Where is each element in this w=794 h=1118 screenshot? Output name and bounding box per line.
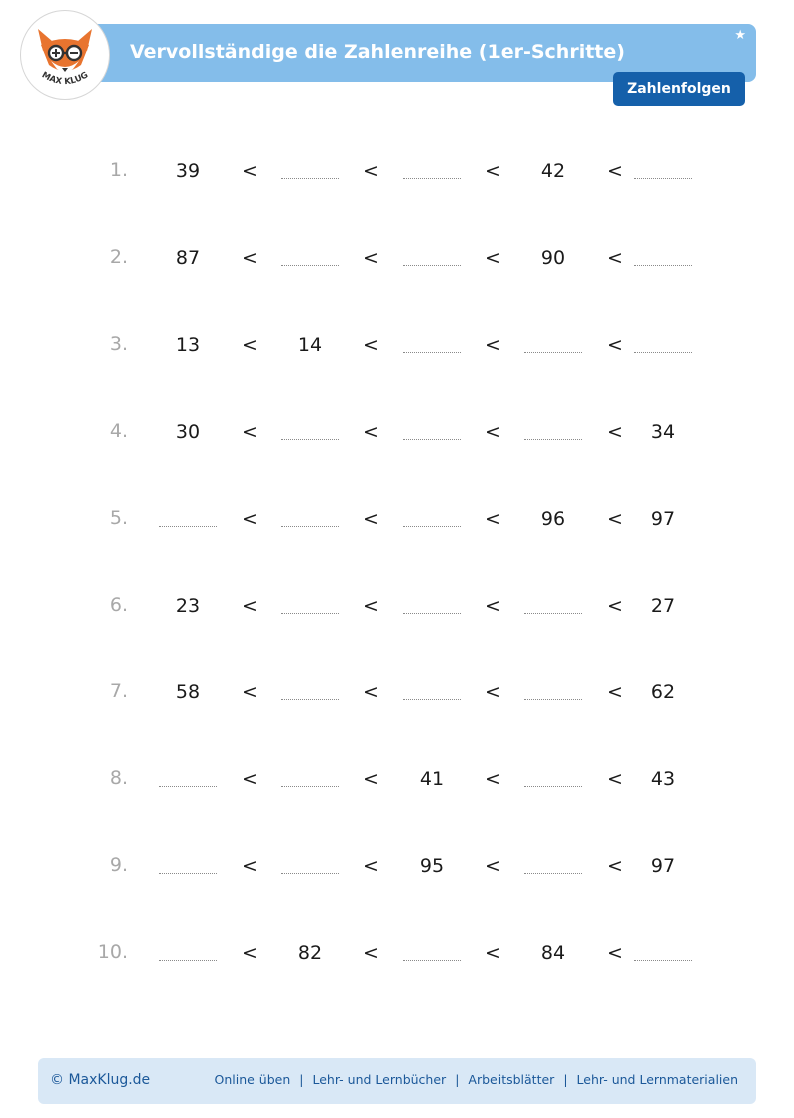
less-than-sign: <: [242, 420, 258, 443]
less-than-sign: <: [607, 768, 623, 791]
less-than-sign: <: [485, 594, 501, 617]
given-number: 95: [419, 855, 445, 878]
answer-blank[interactable]: [281, 613, 339, 614]
fox-logo-icon: [21, 11, 109, 99]
less-than-sign: <: [485, 507, 501, 530]
less-than-sign: <: [607, 420, 623, 443]
less-than-sign: <: [485, 160, 501, 182]
answer-blank[interactable]: [403, 178, 461, 179]
less-than-sign: <: [607, 942, 623, 965]
answer-blank[interactable]: [281, 699, 339, 700]
less-than-sign: <: [242, 942, 258, 965]
footer-links: [215, 1072, 739, 1087]
less-than-sign: <: [485, 333, 501, 356]
given-number: 13: [175, 333, 201, 356]
less-than-sign: <: [363, 420, 379, 443]
less-than-sign: <: [363, 333, 379, 356]
answer-blank[interactable]: [281, 178, 339, 179]
exercise-number: 6.: [109, 593, 128, 616]
less-than-sign: <: [242, 681, 258, 704]
topic-tag-button[interactable]: Zahlenfolgen: [613, 72, 745, 106]
svg-text:MAX KLUG: [40, 70, 90, 87]
footer-link-books[interactable]: Lehr- und Lernbücher: [312, 1072, 447, 1087]
less-than-sign: <: [485, 942, 501, 965]
exercise-row: [0, 933, 794, 973]
less-than-sign: <: [242, 768, 258, 791]
less-than-sign: <: [363, 681, 379, 704]
less-than-sign: <: [607, 594, 623, 617]
answer-blank[interactable]: [524, 786, 582, 787]
answer-blank[interactable]: [634, 960, 692, 961]
given-number: 96: [540, 507, 566, 530]
exercise-row: [0, 412, 794, 452]
given-number: 39: [175, 160, 201, 182]
less-than-sign: <: [242, 246, 258, 269]
exercise-number: 2.: [109, 245, 128, 268]
answer-blank[interactable]: [403, 960, 461, 961]
exercise-number: 9.: [109, 854, 128, 877]
footer-brand[interactable]: © MaxKlug.de: [50, 1072, 151, 1088]
footer-bar: [38, 1058, 756, 1104]
given-number: 62: [650, 681, 676, 704]
answer-blank[interactable]: [524, 352, 582, 353]
logo-text: MAX KLUG: [39, 70, 91, 88]
footer-separator: |: [299, 1072, 304, 1087]
footer-separator: |: [455, 1072, 460, 1087]
exercise-number: 4.: [109, 419, 128, 442]
star-icon: ★: [734, 28, 746, 43]
exercise-row: [0, 846, 794, 886]
maxklug-logo: [20, 10, 110, 100]
given-number: 87: [175, 246, 201, 269]
answer-blank[interactable]: [634, 265, 692, 266]
exercise-number: 1.: [109, 159, 128, 181]
exercise-number: 5.: [109, 506, 128, 529]
answer-blank[interactable]: [524, 613, 582, 614]
answer-blank[interactable]: [403, 699, 461, 700]
less-than-sign: <: [607, 681, 623, 704]
answer-blank[interactable]: [634, 352, 692, 353]
less-than-sign: <: [485, 681, 501, 704]
exercise-row: [0, 325, 794, 365]
answer-blank[interactable]: [403, 352, 461, 353]
exercise-number: 3.: [109, 332, 128, 355]
given-number: 30: [175, 420, 201, 443]
less-than-sign: <: [607, 855, 623, 878]
answer-blank[interactable]: [403, 439, 461, 440]
answer-blank[interactable]: [159, 960, 217, 961]
answer-blank[interactable]: [281, 786, 339, 787]
less-than-sign: <: [607, 507, 623, 530]
given-number: 97: [650, 855, 676, 878]
less-than-sign: <: [242, 160, 258, 182]
less-than-sign: <: [363, 594, 379, 617]
less-than-sign: <: [242, 333, 258, 356]
exercise-row: [0, 672, 794, 712]
answer-blank[interactable]: [524, 439, 582, 440]
less-than-sign: <: [363, 942, 379, 965]
given-number: 42: [540, 160, 566, 182]
footer-link-worksheets[interactable]: Arbeitsblätter: [468, 1072, 555, 1087]
less-than-sign: <: [242, 507, 258, 530]
given-number: 27: [650, 594, 676, 617]
given-number: 23: [175, 594, 201, 617]
given-number: 41: [419, 768, 445, 791]
answer-blank[interactable]: [159, 526, 217, 527]
answer-blank[interactable]: [403, 526, 461, 527]
answer-blank[interactable]: [159, 873, 217, 874]
given-number: 84: [540, 942, 566, 965]
exercise-row: [0, 759, 794, 799]
exercise-number: 7.: [109, 680, 128, 703]
footer-separator: |: [563, 1072, 568, 1087]
exercise-number: 8.: [109, 767, 128, 790]
given-number: 97: [650, 507, 676, 530]
given-number: 90: [540, 246, 566, 269]
footer-link-materials[interactable]: Lehr- und Lernmaterialien: [576, 1072, 738, 1087]
less-than-sign: <: [607, 160, 623, 182]
less-than-sign: <: [363, 768, 379, 791]
less-than-sign: <: [242, 855, 258, 878]
less-than-sign: <: [242, 594, 258, 617]
answer-blank[interactable]: [159, 786, 217, 787]
answer-blank[interactable]: [403, 613, 461, 614]
exercise-row: [0, 238, 794, 278]
exercise-number: 10.: [97, 941, 128, 964]
exercise-row: [0, 499, 794, 539]
given-number: 43: [650, 768, 676, 791]
less-than-sign: <: [485, 768, 501, 791]
answer-blank[interactable]: [634, 178, 692, 179]
exercise-row: [0, 151, 794, 191]
less-than-sign: <: [363, 160, 379, 182]
less-than-sign: <: [363, 855, 379, 878]
answer-blank[interactable]: [524, 873, 582, 874]
answer-blank[interactable]: [281, 439, 339, 440]
less-than-sign: <: [485, 855, 501, 878]
less-than-sign: <: [607, 246, 623, 269]
given-number: 14: [297, 333, 323, 356]
page-title: Vervollständige die Zahlenreihe (1er-Schritte): [130, 41, 625, 63]
given-number: 82: [297, 942, 323, 965]
answer-blank[interactable]: [403, 265, 461, 266]
exercise-row: [0, 586, 794, 626]
answer-blank[interactable]: [281, 265, 339, 266]
less-than-sign: <: [485, 246, 501, 269]
answer-blank[interactable]: [281, 873, 339, 874]
less-than-sign: <: [363, 246, 379, 269]
given-number: 58: [175, 681, 201, 704]
footer-link-online[interactable]: Online üben: [214, 1072, 291, 1087]
answer-blank[interactable]: [281, 526, 339, 527]
less-than-sign: <: [607, 333, 623, 356]
given-number: 34: [650, 420, 676, 443]
less-than-sign: <: [485, 420, 501, 443]
less-than-sign: <: [363, 507, 379, 530]
answer-blank[interactable]: [524, 699, 582, 700]
